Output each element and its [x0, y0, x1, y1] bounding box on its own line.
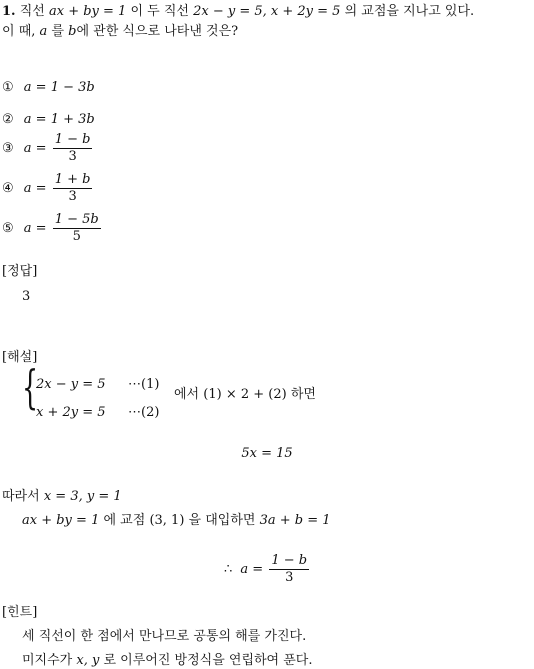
system-operation-text-a: 에서	[174, 387, 200, 402]
option-lhs: a =	[23, 221, 47, 236]
system-operation-expression: (1) × 2 + (2)	[203, 387, 287, 402]
solution-substitution-line	[22, 513, 331, 529]
problem-line-2	[2, 24, 238, 40]
equation-2x-y: 2x − y = 5,	[193, 4, 267, 19]
option-1[interactable]	[2, 80, 95, 96]
therefore-expression: x = 3, y = 1	[43, 489, 122, 504]
system-tag-2: ⋯(2)	[128, 405, 160, 420]
fraction-denominator: 5	[72, 229, 81, 244]
substitution-text-b: 을 대입하면	[188, 513, 256, 528]
therefore-text: 따라서	[2, 489, 40, 504]
fraction-numerator: 1 − b	[271, 553, 308, 568]
option-expression: a = 1 − 3b	[23, 80, 95, 95]
system-operation-text-b: 하면	[290, 387, 316, 402]
problem-text-1c: 의 교점을 지나고 있다.	[344, 4, 475, 19]
option-4[interactable]	[2, 172, 94, 205]
fraction-denominator: 3	[68, 149, 77, 164]
substitution-text-a: 에 교점	[103, 513, 146, 528]
system-brace: {	[22, 360, 39, 414]
option-2[interactable]	[2, 112, 95, 128]
system-equation-1: 2x − y = 5	[36, 377, 106, 392]
final-answer	[224, 553, 311, 586]
hint-text-2a: 미지수가	[22, 653, 73, 668]
substitution-point: (3, 1)	[149, 513, 185, 528]
solution-label: [해설]	[2, 350, 38, 365]
option-expression: a = 1 + 3b	[23, 112, 95, 127]
problem-line-1	[2, 4, 474, 20]
option-marker: ①	[2, 80, 14, 95]
hint-line-1: 세 직선이 한 점에서 만나므로 공통의 해를 가진다.	[22, 629, 307, 644]
therefore-symbol: ∴	[224, 562, 233, 577]
option-marker: ④	[2, 181, 14, 196]
system-operation	[174, 387, 316, 403]
problem-text-1b: 이 두 직선	[130, 4, 189, 19]
fraction-numerator: 1 + b	[54, 172, 91, 187]
fraction-denominator: 3	[285, 570, 294, 585]
fraction-numerator: 1 − 5b	[54, 212, 99, 227]
substitution-expression-1: ax + by = 1	[22, 513, 100, 528]
equation-5x: 5x = 15	[241, 446, 293, 461]
option-3[interactable]	[2, 132, 94, 165]
hint-expression: x, y	[76, 653, 100, 668]
problem-number: 1.	[2, 4, 16, 19]
system-equation-2: x + 2y = 5	[36, 405, 106, 420]
option-lhs: a =	[23, 141, 47, 156]
substitution-expression-2: 3a + b = 1	[259, 513, 331, 528]
hint-label: [힌트]	[2, 605, 38, 620]
final-lhs: a =	[240, 562, 264, 577]
fraction-denominator: 3	[68, 189, 77, 204]
variable-a: a	[39, 24, 48, 39]
option-5[interactable]	[2, 212, 103, 245]
solution-therefore-line	[2, 489, 122, 505]
option-marker: ②	[2, 112, 14, 127]
option-marker: ⑤	[2, 221, 14, 236]
problem-text-2a: 이 때,	[2, 24, 36, 39]
problem-text-2b: 를	[51, 24, 64, 39]
fraction-numerator: 1 − b	[54, 132, 91, 147]
option-fraction	[53, 132, 93, 165]
option-lhs: a =	[23, 181, 47, 196]
equation-ax-by: ax + by = 1	[48, 4, 127, 19]
option-marker: ③	[2, 141, 14, 156]
problem-text-2c: 에 관한 식으로 나타낸 것은?	[76, 24, 239, 39]
option-fraction	[53, 172, 93, 205]
answer-label: [정답]	[2, 264, 38, 279]
hint-text-2b: 로 이루어진 방정식을 연립하여 푼다.	[103, 653, 313, 668]
answer-value: 3	[22, 289, 31, 304]
equation-x-2y: x + 2y = 5	[270, 4, 341, 19]
option-fraction	[53, 212, 101, 245]
final-fraction	[269, 553, 309, 586]
variable-b: b	[68, 24, 77, 39]
problem-text-1a: 직선	[19, 4, 45, 19]
hint-line-2	[22, 653, 313, 669]
system-tag-1: ⋯(1)	[128, 377, 160, 392]
